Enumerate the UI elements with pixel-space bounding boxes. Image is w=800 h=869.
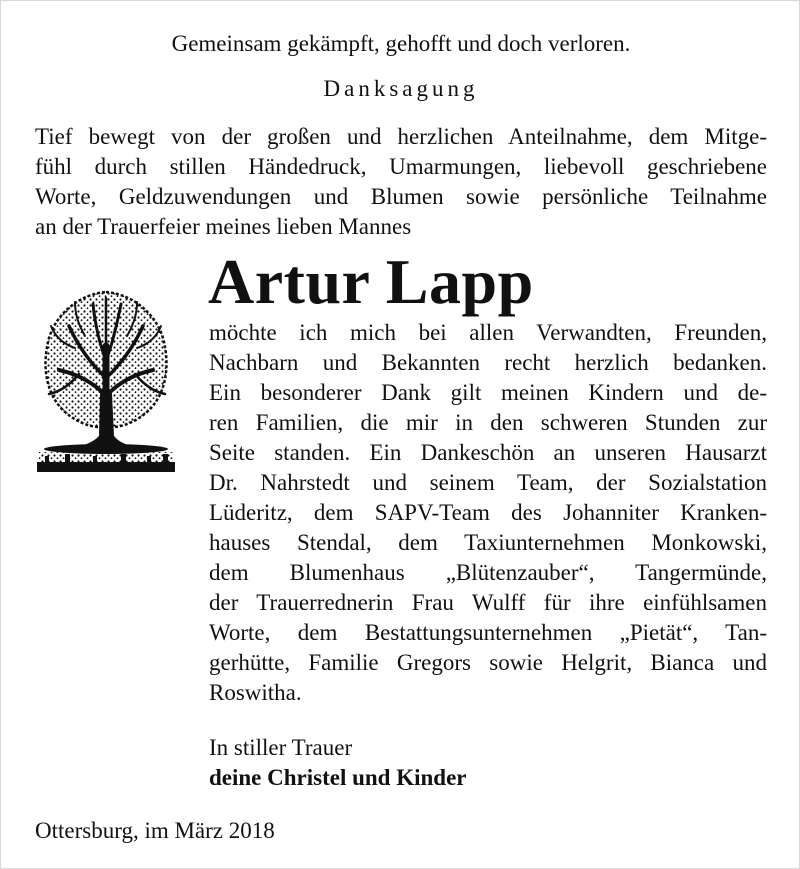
body-line: hauses Stendal, dem Taxiunternehmen Monkowski, [209,530,767,555]
heading-danksagung: Danksagung [323,76,479,101]
body-line: Lüderitz, dem SAPV-Team des Johanniter Kranken- [209,500,767,525]
body-line: Roswitha. [209,680,302,705]
intro-line: Tief bewegt von der großen und herzlichen Anteilnahme, dem Mitge- [35,124,767,149]
intro-line: fühl durch stillen Händedruck, Umarmungen, liebevoll geschriebene [35,154,767,179]
body-line: ren Familien, die mir in den schweren Stunden zur [209,410,767,435]
intro-line: Worte, Geldzuwendungen und Blumen sowie persönliche Teilnahme [35,184,767,209]
deceased-name: Artur Lapp [208,246,534,317]
body-line: gerhütte, Familie Gregors sowie Helgrit, Bianca und [209,650,767,675]
body-line: Worte, dem Bestattungsunternehmen „Pietät“, Tan- [209,620,767,645]
signature: deine Christel und Kinder [209,765,467,790]
closing-phrase: In stiller Trauer [209,735,353,760]
body-line: möchte ich mich bei allen Verwandten, Freunden, [209,320,767,345]
body-line: der Trauerrednerin Frau Wulff für ihre einfühlsamen [209,590,767,615]
tree-icon [35,286,177,476]
intro-line: an der Trauerfeier meines lieben Mannes [35,214,412,239]
body-line: Seite standen. Ein Dankeschön an unseren Hausarzt [209,440,767,465]
motto: Gemeinsam gekämpft, gehofft und doch verloren. [171,31,631,56]
place-date: Ottersburg, im März 2018 [35,818,275,843]
body-line: dem Blumenhaus „Blütenzauber“, Tangermünde, [209,560,767,585]
body-line: Dr. Nahrstedt und seinem Team, der Sozialstation [209,470,767,495]
body-line: Nachbarn und Bekannten recht herzlich bedanken. [209,350,767,375]
body-line: Ein besonderer Dank gilt meinen Kindern und de- [209,380,767,405]
